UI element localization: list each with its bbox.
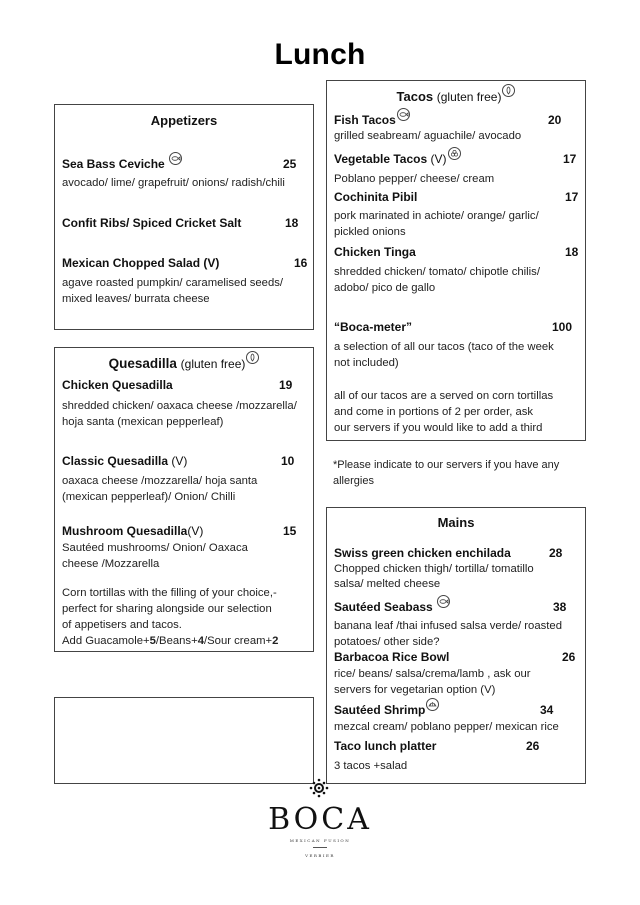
tacos-section [326,80,586,441]
menu-item-description: shredded chicken/ tomato/ chipotle chilis/ [334,266,540,278]
menu-item-description: servers for vegetarian option (V) [334,684,496,696]
menu-item-description: cheese /Mozzarella [62,558,160,570]
allergy-note: *Please indicate to our servers if you have any [333,459,560,471]
menu-item-name: Sautéed Seabass [334,600,450,614]
fish-icon [397,108,410,121]
menu-item-name: Vegetable Tacos (V) [334,152,461,166]
fish-icon [169,152,182,165]
menu-item-description: pork marinated in achiote/ orange/ garlic/ [334,210,539,222]
tacos-note: our servers if you would like to add a third [334,422,543,434]
menu-item-price: 34 [540,703,554,717]
wheat-free-icon [502,84,515,97]
menu-item-description: salsa/ melted cheese [334,578,441,590]
menu-item-price: 16 [294,256,308,270]
menu-item-name: “Boca-meter” [334,320,413,334]
tacos-title: Tacos (gluten free) [327,89,585,104]
menu-item-price: 10 [281,454,295,468]
vegetable-icon [448,147,461,160]
quesadilla-title: Quesadilla (gluten free) [55,356,313,371]
flower-ornament-icon [309,778,329,798]
menu-item-description: mixed leaves/ burrata cheese [62,293,210,305]
menu-item-description: Poblano pepper/ cheese/ cream [334,173,495,185]
menu-item-description: Chopped chicken thigh/ tortilla/ tomatillo [334,563,534,575]
menu-item-description: adobo/ pico de gallo [334,282,436,294]
quesadilla-note: perfect for sharing alongside our selection [62,603,272,615]
menu-item-description: agave roasted pumpkin/ caramelised seeds/ [62,277,284,289]
menu-item-name: Taco lunch platter [334,739,437,753]
menu-item-price: 38 [553,600,567,614]
menu-item-price: 17 [565,190,579,204]
menu-item-name: Confit Ribs/ Spiced Cricket Salt [62,216,242,230]
menu-item-description: hoja santa (mexican pepperleaf) [62,416,224,428]
menu-item-price: 15 [283,524,297,538]
menu-item-price: 19 [279,378,293,392]
menu-item-price: 17 [563,152,577,166]
menu-item-description: 3 tacos +salad [334,760,408,772]
menu-item-price: 26 [526,739,540,753]
quesadilla-addons: Add Guacamole+5/Beans+4/Sour cream+2 [62,635,279,647]
menu-item-price: 100 [552,320,573,334]
menu-item-description: (mexican pepperleaf)/ Onion/ Chilli [62,491,236,503]
menu-item-price: 18 [565,245,579,259]
menu-item-name: Swiss green chicken enchilada [334,546,511,560]
menu-item-description: mezcal cream/ poblano pepper/ mexican rice [334,721,559,733]
menu-item-description: potatoes/ other side? [334,636,440,648]
menu-item-description: banana leaf /thai infused salsa verde/ roasted [334,620,562,632]
menu-item-description: avocado/ lime/ grapefruit/ onions/ radish/chili [62,177,285,189]
menu-item-description: not included) [334,357,399,369]
tacos-note: all of our tacos are a served on corn tortillas [334,390,554,402]
menu-item-description: oaxaca cheese /mozzarella/ hoja santa [62,475,258,487]
mains-title: Mains [437,515,475,530]
quesadilla-note: of appetisers and tacos. [62,619,182,631]
menu-item-name: Sea Bass Ceviche [62,157,182,171]
menu-item-name: Sautéed Shrimp [334,703,439,717]
logo-tagline: MEXICAN FUSION [289,838,351,843]
menu-item-price: 18 [285,216,299,230]
menu-item-description: grilled seabream/ aguachile/ avocado [334,130,522,142]
wheat-free-icon [246,351,259,364]
menu-item-description: shredded chicken/ oaxaca cheese /mozzarella/ [62,400,297,412]
fish-icon [437,595,450,608]
logo-wordmark: BOCA [268,802,372,837]
menu-item-name: Chicken Quesadilla [62,378,173,392]
menu-item-name: Chicken Tinga [334,245,416,259]
menu-item-name: Barbacoa Rice Bowl [334,650,450,664]
menu-item-description: rice/ beans/ salsa/crema/lamb , ask our [334,668,531,680]
menu-item-name: Classic Quesadilla (V) [62,454,188,468]
logo-location: VERBIER [305,853,335,858]
menu-item-price: 25 [283,157,297,171]
page-title: Lunch [274,38,366,71]
logo-divider [313,847,327,848]
menu-item-price: 28 [549,546,563,560]
menu-item-name: Cochinita Pibil [334,190,418,204]
menu-item-name: Mexican Chopped Salad (V) [62,256,220,270]
tacos-note: and come in portions of 2 per order, ask [334,406,534,418]
shellfish-icon [426,698,439,711]
quesadilla-section [54,347,314,652]
menu-item-name: Fish Tacos [334,113,410,127]
menu-item-description: Sautéed mushrooms/ Onion/ Oaxaca [62,542,248,554]
menu-item-price: 20 [548,113,562,127]
appetizers-title: Appetizers [150,113,218,128]
menu-item-name: Mushroom Quesadilla(V) [62,524,204,538]
menu-item-description: pickled onions [334,226,406,238]
allergy-note: allergies [333,475,374,487]
appetizers-section [54,104,314,330]
menu-item-description: a selection of all our tacos (taco of the week [334,341,554,353]
quesadilla-note: Corn tortillas with the filling of your choice,- [62,587,277,599]
menu-item-price: 26 [562,650,576,664]
empty-box [54,697,314,784]
mains-section [326,507,586,784]
